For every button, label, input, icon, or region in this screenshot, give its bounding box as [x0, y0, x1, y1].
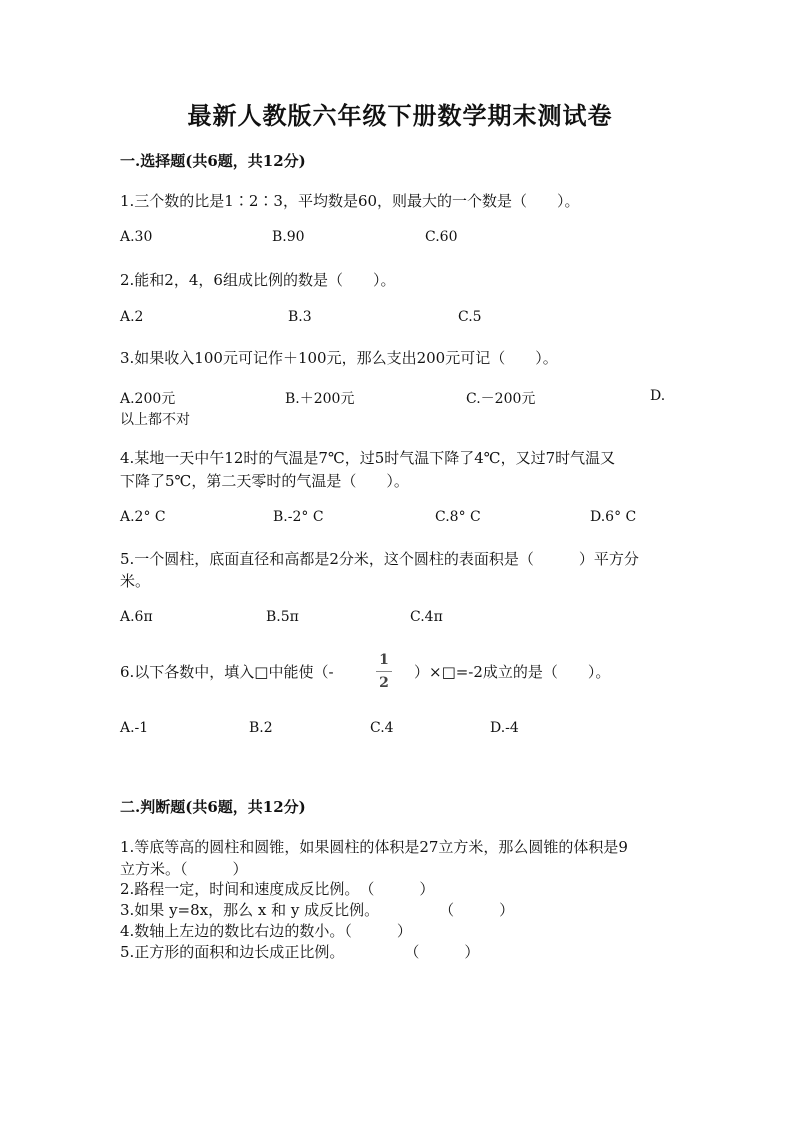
option-6d[interactable]: D.-4 [490, 720, 519, 736]
option-1b[interactable]: B.90 [272, 229, 305, 245]
question-2-text: 2.能和2，4，6组成比例的数是（ ）。 [120, 271, 396, 289]
option-1a[interactable]: A.30 [120, 229, 153, 245]
judgement-item-1-line1: 1.等底等高的圆柱和圆锥，如果圆柱的体积是27立方米，那么圆锥的体积是9 [120, 838, 628, 856]
option-6b[interactable]: B.2 [249, 720, 273, 736]
option-3d[interactable]: D. [650, 388, 666, 404]
option-5c[interactable]: C.4π [410, 609, 443, 625]
fraction-bar [376, 671, 392, 672]
judgement-item-1-line2[interactable]: 立方米。（ ） [120, 860, 248, 878]
option-2b[interactable]: B.3 [288, 309, 312, 325]
question-5-line1: 5.一个圆柱，底面直径和高都是2分米，这个圆柱的表面积是（ ）平方分 [120, 550, 639, 568]
judgement-item-4[interactable]: 4.数轴上左边的数比右边的数小。（ ） [120, 922, 412, 940]
option-3d-text: 以上都不对 [120, 412, 190, 428]
page-title: 最新人教版六年级下册数学期末测试卷 [187, 101, 613, 130]
option-3b[interactable]: B.＋200元 [285, 391, 355, 407]
fraction-numerator: 1 [379, 652, 389, 668]
option-2c[interactable]: C.5 [458, 309, 482, 325]
option-5a[interactable]: A.6π [120, 609, 153, 625]
judgement-item-5[interactable]: 5.正方形的面积和边长成正比例。 （ ） [120, 943, 480, 961]
option-1c[interactable]: C.60 [425, 229, 458, 245]
question-5-line2: 米。 [120, 572, 151, 590]
question-6-text-after: ）×□=-2成立的是（ ）。 [414, 663, 611, 681]
option-2a[interactable]: A.2 [120, 309, 144, 325]
option-3a[interactable]: A.200元 [120, 391, 176, 407]
option-4c[interactable]: C.8° C [435, 509, 481, 525]
question-4-line1: 4.某地一天中午12时的气温是7℃，过5时气温下降了4℃，又过7时气温又 [120, 449, 616, 467]
fraction-denominator: 2 [379, 675, 389, 691]
option-5b[interactable]: B.5π [266, 609, 299, 625]
question-3-text: 3.如果收入100元可记作＋100元，那么支出200元可记（ ）。 [120, 349, 558, 367]
option-4a[interactable]: A.2° C [120, 509, 166, 525]
question-4-line2: 下降了5℃，第二天零时的气温是（ ）。 [120, 472, 409, 490]
section-heading-judgement: 二.判断题(共6题，共12分) [120, 798, 306, 816]
option-4b[interactable]: B.-2° C [273, 509, 324, 525]
option-6c[interactable]: C.4 [370, 720, 394, 736]
question-1-text: 1.三个数的比是1∶2∶3，平均数是60，则最大的一个数是（ ）。 [120, 192, 580, 210]
judgement-item-2[interactable]: 2.路程一定，时间和速度成反比例。 （ ） [120, 880, 435, 898]
option-6a[interactable]: A.-1 [120, 720, 149, 736]
section-heading-choice: 一.选择题(共6题，共12分) [120, 152, 306, 170]
option-3c[interactable]: C.－200元 [466, 391, 536, 407]
judgement-item-3[interactable]: 3.如果 y=8x，那么 x 和 y 成反比例。 （ ） [120, 901, 515, 919]
option-4d[interactable]: D.6° C [590, 509, 637, 525]
fraction-one-half [374, 653, 394, 690]
question-6-text-before: 6.以下各数中，填入□中能使（- [120, 663, 334, 681]
